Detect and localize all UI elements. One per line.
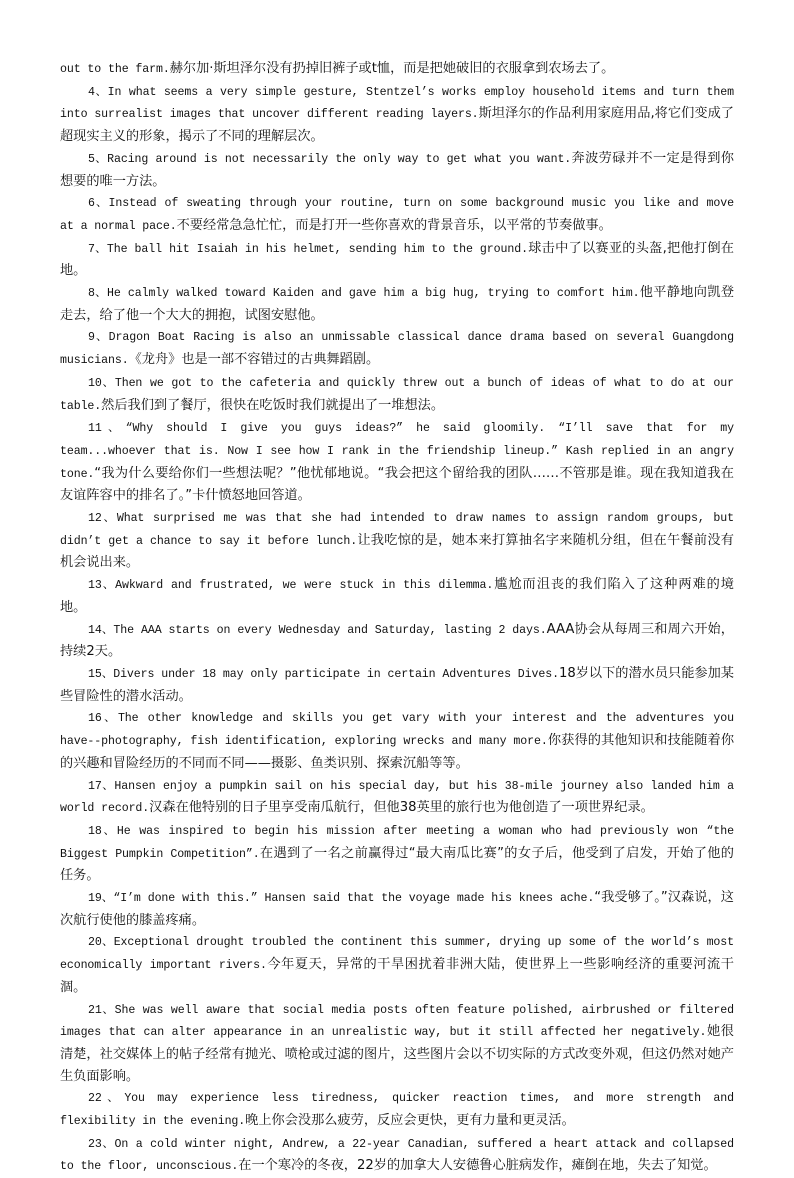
chinese-translation: 在一个寒冷的冬夜，22岁的加拿大人安德鲁心脏病发作，瘫倒在地，失去了知觉。	[238, 1158, 717, 1174]
english-sentence: 14、The AAA starts on every Wednesday and Saturday, lasting 2 days.	[88, 623, 547, 637]
paragraph-12	[60, 507, 734, 574]
english-sentence: 4、In what seems a very simple gesture, Stentzel’s works employ household items and turn them into surrealist images that uncover different reading layers.	[60, 85, 734, 122]
paragraph-10	[60, 372, 734, 417]
english-sentence: 12、What surprised me was that she had intended to draw names to assign random groups, but didn’t get a chance to say it before lunch.	[60, 512, 734, 548]
chinese-translation: 赫尔加·斯坦泽尔没有扔掉旧裤子或t恤，而是把她破旧的衣服拿到农场去了。	[169, 61, 615, 76]
chinese-translation: “我受够了。”汉森说，这次航行使他的膝盖疼痛。	[60, 890, 734, 928]
english-sentence: 8、He calmly walked toward Kaiden and gave him a big hug, trying to comfort him.	[88, 287, 640, 301]
chinese-translation: “我为什么要给你们一些想法呢？”他忧郁地说。“我会把这个留给我的团队……不管那是谁。现在我知道我在友谊阵容中的排名了。”卡什愤怒地回答道。	[60, 465, 734, 504]
paragraph-20	[60, 931, 734, 998]
paragraph-9	[60, 326, 734, 371]
english-sentence: 20、Exceptional drought troubled the continent this summer, drying up some of the world’s most economically important rivers.	[60, 936, 734, 973]
chinese-translation: 他平静地向凯登走去，给了他一个大大的拥抱，试图安慰他。	[60, 285, 735, 323]
paragraph-7	[60, 238, 734, 282]
english-sentence: 11、“Why should I give you guys ideas?” he said gloomily. “I’ll save that for my team...whoever that is. Now I see how I rank in the friendship lineup.” Kash replied in an angry tone.	[60, 422, 734, 481]
chinese-translation: 《龙舟》也是一部不容错过的古典舞蹈剧。	[128, 352, 380, 368]
chinese-translation: 尴尬而沮丧的我们陷入了这种两难的境地。	[60, 577, 734, 615]
chinese-translation: 她很清楚，社交媒体上的帖子经常有抛光、喷枪或过滤的图片，这些图片会以不切实际的方式改变外观，但这仍然对她产生负面影响。	[60, 1024, 734, 1084]
paragraph-8	[60, 282, 734, 326]
chinese-translation: 在遇到了一名之前赢得过“最大南瓜比赛”的女子后，他受到了启发，开始了他的任务。	[60, 845, 734, 884]
chinese-translation: 让我吃惊的是，她本来打算抽名字来随机分组，但在午餐前没有机会说出来。	[60, 532, 734, 571]
chinese-translation: 你获得的其他知识和技能随着你的兴趣和冒险经历的不同而不同——摄影、鱼类识别、探索沉船等等。	[60, 733, 735, 771]
english-sentence: 6、Instead of sweating through your routine, turn on some background music you like and move at a normal pace.	[60, 197, 734, 233]
english-sentence: 5、Racing around is not necessarily the only way to get what you want.	[88, 152, 572, 166]
paragraph-0	[60, 58, 734, 81]
english-sentence: 10、Then we got to the cafeteria and quickly threw out a bunch of ideas of what to do at our table.	[60, 376, 734, 413]
paragraph-23	[60, 1133, 734, 1178]
chinese-translation: AAA协会从每周三和周六开始，持续2天。	[60, 621, 734, 660]
paragraph-18	[60, 820, 734, 887]
paragraph-22	[60, 1087, 734, 1132]
chinese-translation: 球击中了以赛亚的头盔,把他打倒在地。	[60, 240, 734, 279]
document-page	[60, 58, 734, 1178]
english-sentence: 7、The ball hit Isaiah in his helmet, sending him to the ground.	[88, 242, 528, 256]
english-sentence: 9、Dragon Boat Racing is also an unmissable classical dance drama based on several Guangdong musicians.	[60, 331, 734, 368]
english-sentence: 21、She was well aware that social media posts often feature polished, airbrushed or filtered images that can alter appearance in an unrealistic way, but it still affected her negatively.	[60, 1003, 734, 1040]
paragraph-14	[60, 619, 734, 663]
paragraph-5	[60, 148, 734, 192]
paragraph-4	[60, 81, 734, 148]
english-sentence: 13、Awkward and frustrated, we were stuck in this dilemma.	[88, 579, 494, 593]
chinese-translation: 然后我们到了餐厅，很快在吃饭时我们就提出了一堆想法。	[101, 397, 445, 413]
chinese-translation: 今年夏天，异常的干旱困扰着非洲大陆，使世界上一些影响经济的重要河流干涸。	[60, 957, 734, 995]
paragraph-15	[60, 663, 734, 707]
paragraph-21	[60, 999, 734, 1088]
paragraph-11	[60, 417, 734, 507]
english-sentence: 22、You may experience less tiredness, quicker reaction times, and more strength and flexibility in the evening.	[60, 1092, 734, 1129]
chinese-translation: 18岁以下的潜水员只能参加某些冒险性的潜水活动。	[60, 665, 734, 704]
chinese-translation: 奔波劳碌并不一定是得到你想要的唯一方法。	[60, 150, 734, 189]
paragraph-17	[60, 775, 734, 820]
chinese-translation: 汉森在他特别的日子里享受南瓜航行，但他38英里的旅行也为他创造了一项世界纪录。	[149, 800, 654, 816]
paragraph-6	[60, 192, 734, 237]
paragraph-13	[60, 574, 734, 618]
english-sentence: 19、“I’m done with this.” Hansen said that the voyage made his knees ache.	[88, 892, 595, 906]
english-sentence: out to the farm.	[60, 63, 170, 76]
paragraph-19	[60, 887, 734, 931]
english-sentence: 15、Divers under 18 may only participate in certain Adventures Dives.	[88, 667, 559, 681]
english-sentence: 16、The other knowledge and skills you get vary with your interest and the adventures you have--photography, fish identification, exploring wrecks and many more.	[60, 712, 734, 749]
chinese-translation: 晚上你会没那么疲劳，反应会更快，更有力量和更灵活。	[245, 1113, 575, 1129]
english-sentence: 18、He was inspired to begin his mission after meeting a woman who had previously won “the Biggest Pumpkin Competition”.	[60, 824, 734, 861]
chinese-translation: 斯坦泽尔的作品利用家庭用品,将它们变成了超现实主义的形象，揭示了不同的理解层次。	[60, 106, 734, 145]
paragraph-16	[60, 707, 734, 774]
chinese-translation: 不要经常急急忙忙，而是打开一些你喜欢的背景音乐，以平常的节奏做事。	[176, 217, 612, 233]
english-sentence: 23、On a cold winter night, Andrew, a 22-year Canadian, suffered a heart attack and collapsed to the floor, unconscious.	[60, 1137, 734, 1174]
english-sentence: 17、Hansen enjoy a pumpkin sail on his special day, but his 38-mile journey also landed him a world record.	[60, 779, 734, 816]
